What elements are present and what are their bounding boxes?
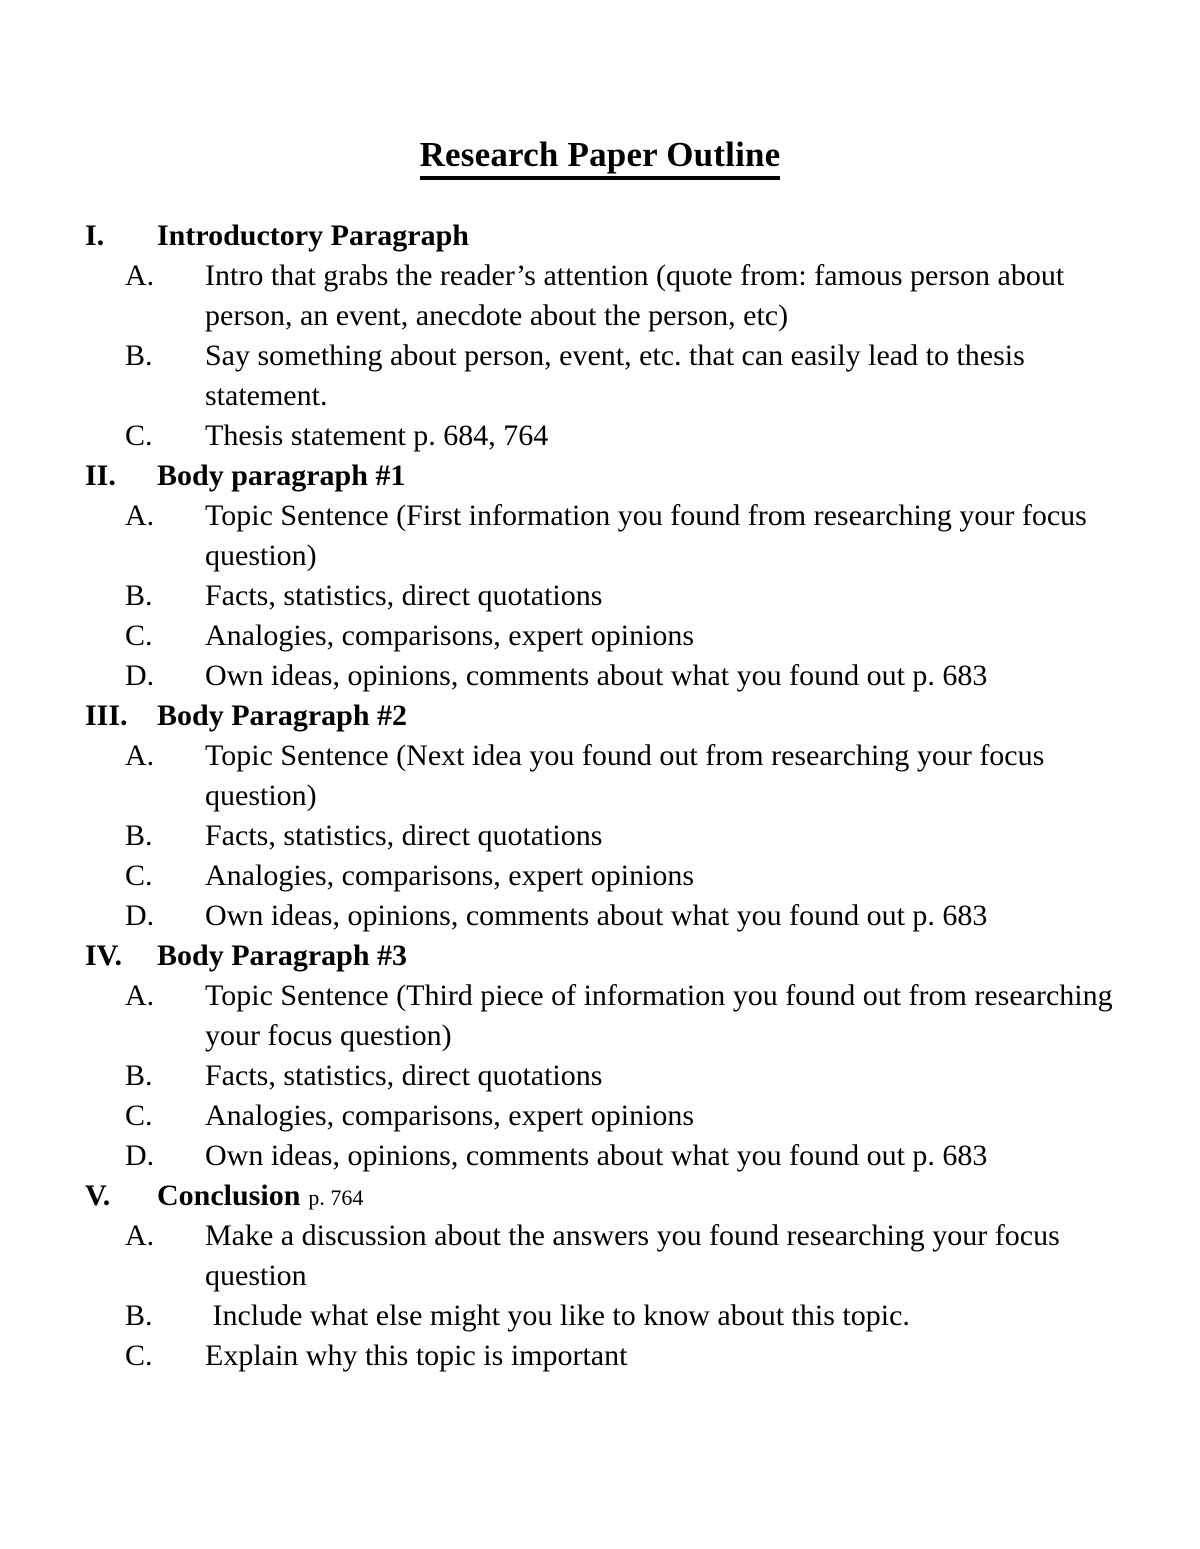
sub-item-text: Intro that grabs the reader’s attention (quote from: famous person about person, an event, anecdote about the person, etc): [205, 259, 1065, 332]
section-subitem-list: [0, 1216, 1200, 1376]
outline-sub-item: [0, 816, 1200, 856]
section-roman-numeral: II.: [85, 459, 116, 492]
sub-item-text: Thesis statement p. 684, 764: [205, 419, 549, 452]
section-heading: [0, 696, 1200, 736]
sub-item-letter: A.: [125, 499, 155, 532]
section-subitem-list: [0, 736, 1200, 936]
outline-sub-item: [0, 256, 1200, 336]
sub-item-letter: C.: [125, 1339, 153, 1372]
sub-item-text: Facts, statistics, direct quotations: [205, 819, 603, 852]
sub-item-text: Own ideas, opinions, comments about what you found out p. 683: [205, 1139, 988, 1172]
sub-item-letter: A.: [125, 259, 155, 292]
sub-item-text: Analogies, comparisons, expert opinions: [205, 859, 695, 892]
outline-section: [0, 1176, 1200, 1376]
sub-item-letter: C.: [125, 859, 153, 892]
sub-item-letter: D.: [125, 1139, 155, 1172]
section-roman-numeral: IV.: [85, 939, 122, 972]
sub-item-text: Explain why this topic is important: [205, 1339, 628, 1372]
sub-item-letter: C.: [125, 1099, 153, 1132]
section-subitem-list: [0, 496, 1200, 696]
section-heading-label: Body Paragraph #3: [157, 939, 408, 972]
section-subitem-list: [0, 976, 1200, 1176]
sub-item-letter: A.: [125, 979, 155, 1012]
outline-sub-item: [0, 576, 1200, 616]
outline-sub-item: [0, 1216, 1200, 1296]
sub-item-text: Make a discussion about the answers you found researching your focus question: [205, 1219, 1060, 1292]
sub-item-letter: A.: [125, 1219, 155, 1252]
section-heading: [0, 1176, 1200, 1216]
section-heading: [0, 936, 1200, 976]
section-roman-numeral: V.: [85, 1179, 111, 1212]
sub-item-letter: C.: [125, 419, 153, 452]
section-heading-label: Introductory Paragraph: [157, 219, 469, 252]
section-heading-label: Body paragraph #1: [157, 459, 406, 492]
page-title-text: Research Paper Outline: [420, 135, 781, 180]
sub-item-letter: D.: [125, 659, 155, 692]
outline-section: [0, 456, 1200, 696]
page-title: [0, 135, 1200, 175]
outline-sub-item: [0, 976, 1200, 1056]
sub-item-text: Facts, statistics, direct quotations: [205, 579, 603, 612]
section-heading-label: Body Paragraph #2: [157, 699, 408, 732]
sub-item-text: Own ideas, opinions, comments about what you found out p. 683: [205, 899, 988, 932]
sub-item-text: Include what else might you like to know about this topic.: [205, 1299, 910, 1332]
outline-sub-item: [0, 1136, 1200, 1176]
sub-item-letter: B.: [125, 1299, 153, 1332]
outline-sub-item: [0, 1096, 1200, 1136]
sub-item-letter: B.: [125, 339, 153, 372]
outline-sub-item: [0, 1296, 1200, 1336]
section-heading-page-reference: p. 764: [308, 1185, 364, 1210]
outline-sub-item: [0, 416, 1200, 456]
outline-sub-item: [0, 616, 1200, 656]
section-roman-numeral: III.: [85, 699, 128, 732]
outline-sub-item: [0, 896, 1200, 936]
sub-item-letter: B.: [125, 579, 153, 612]
section-heading: [0, 456, 1200, 496]
outline-section: [0, 936, 1200, 1176]
sub-item-text: Topic Sentence (Third piece of information you found out from researching your focus question): [205, 979, 1113, 1052]
sub-item-letter: B.: [125, 819, 153, 852]
outline-sub-item: [0, 1056, 1200, 1096]
sub-item-text: Own ideas, opinions, comments about what you found out p. 683: [205, 659, 988, 692]
outline-sub-item: [0, 1336, 1200, 1376]
sub-item-text: Topic Sentence (Next idea you found out from researching your focus question): [205, 739, 1045, 812]
section-heading: [0, 216, 1200, 256]
outline-sub-item: [0, 656, 1200, 696]
outline-section: [0, 696, 1200, 936]
outline-sub-item: [0, 496, 1200, 576]
outline-body: [0, 216, 1200, 1376]
section-subitem-list: [0, 256, 1200, 456]
outline-section: [0, 216, 1200, 456]
sub-item-letter: B.: [125, 1059, 153, 1092]
outline-sub-item: [0, 736, 1200, 816]
sub-item-letter: A.: [125, 739, 155, 772]
sub-item-text: Facts, statistics, direct quotations: [205, 1059, 603, 1092]
sub-item-text: Topic Sentence (First information you found from researching your focus question): [205, 499, 1087, 572]
section-heading-label: Conclusion: [157, 1179, 301, 1212]
sub-item-text: Analogies, comparisons, expert opinions: [205, 1099, 695, 1132]
sub-item-text: Say something about person, event, etc. that can easily lead to thesis statement.: [205, 339, 1025, 412]
outline-sub-item: [0, 336, 1200, 416]
sub-item-text: Analogies, comparisons, expert opinions: [205, 619, 695, 652]
section-roman-numeral: I.: [85, 219, 105, 252]
sub-item-letter: D.: [125, 899, 155, 932]
outline-sub-item: [0, 856, 1200, 896]
sub-item-letter: C.: [125, 619, 153, 652]
